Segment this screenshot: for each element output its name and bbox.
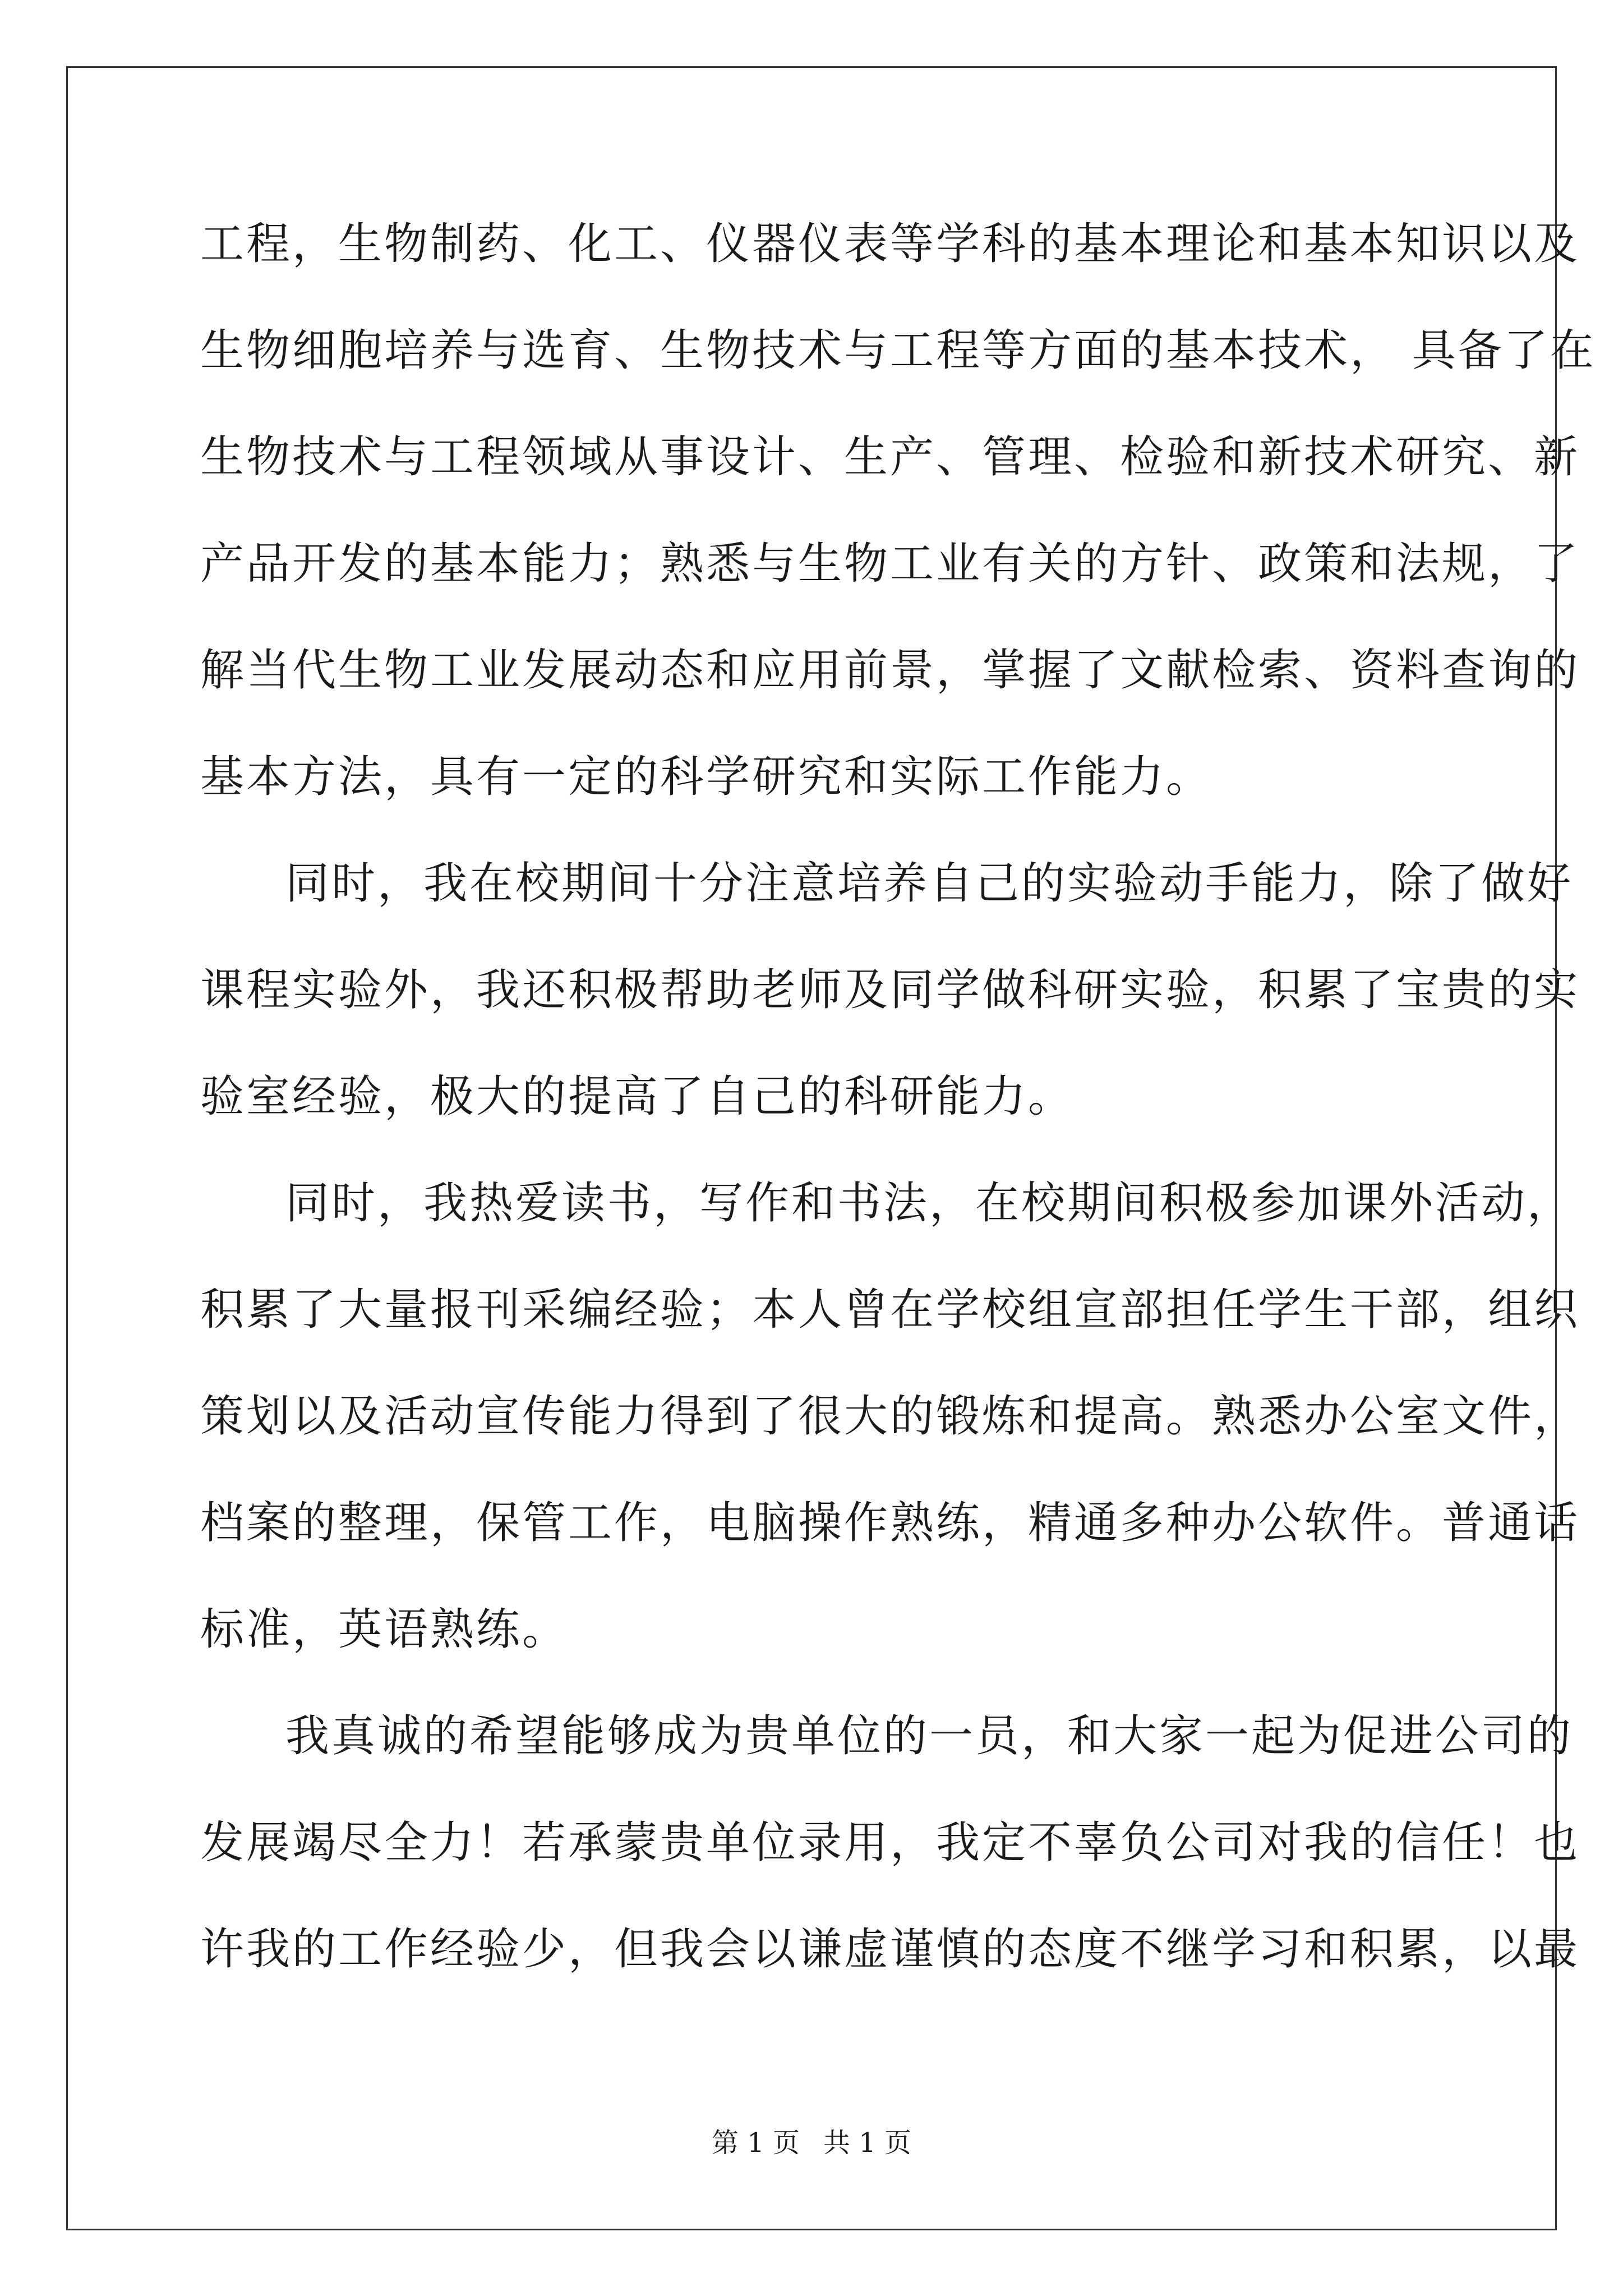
- text-line: 档案的整理，保管工作，电脑操作熟练，精通多种办公软件。普通话: [200, 1498, 1580, 1548]
- text-line: 发展竭尽全力！若承蒙贵单位录用，我定不辜负公司对我的信任！也: [200, 1818, 1580, 1868]
- text-line: 策划以及活动宣传能力得到了很大的锻炼和提高。熟悉办公室文件，: [200, 1391, 1580, 1442]
- text-line: 产品开发的基本能力；熟悉与生物工业有关的方针、政策和法规，了: [200, 539, 1580, 589]
- text-line: 课程实验外，我还积极帮助老师及同学做科研实验，积累了宝贵的实: [200, 965, 1580, 1015]
- text-line: 解当代生物工业发展动态和应用前景，掌握了文献检索、资料查询的: [200, 645, 1580, 696]
- text-line: 标准，英语熟练。: [200, 1604, 569, 1655]
- text-line: 许我的工作经验少，但我会以谦虚谨慎的态度不继学习和积累，以最: [200, 1924, 1580, 1975]
- text-line: 基本方法，具有一定的科学研究和实际工作能力。: [200, 752, 1212, 802]
- text-line: 同时，我热爱读书，写作和书法，在校期间积极参加课外活动，: [285, 1178, 1574, 1228]
- text-line: 我真诚的希望能够成为贵单位的一员，和大家一起为促进公司的: [285, 1711, 1574, 1761]
- text-line: 同时，我在校期间十分注意培养自己的实验动手能力，除了做好: [285, 858, 1574, 909]
- text-line: 验室经验，极大的提高了自己的科研能力。: [200, 1071, 1075, 1122]
- page-footer: [0, 2126, 1623, 2160]
- page-number: 第 1 页: [711, 2127, 800, 2159]
- text-line: 积累了大量报刊采编经验；本人曾在学校组宣部担任学生干部，组织: [200, 1285, 1580, 1335]
- page-border: [66, 66, 1596, 2230]
- page-total: 共 1 页: [823, 2127, 912, 2159]
- text-line: 生物细胞培养与选育、生物技术与工程等方面的基本技术， 具备了在: [200, 325, 1596, 376]
- text-line: 工程，生物制药、化工、仪器仪表等学科的基本理论和基本知识以及: [200, 219, 1580, 269]
- text-line: 生物技术与工程领域从事设计、生产、管理、检验和新技术研究、新: [200, 432, 1580, 482]
